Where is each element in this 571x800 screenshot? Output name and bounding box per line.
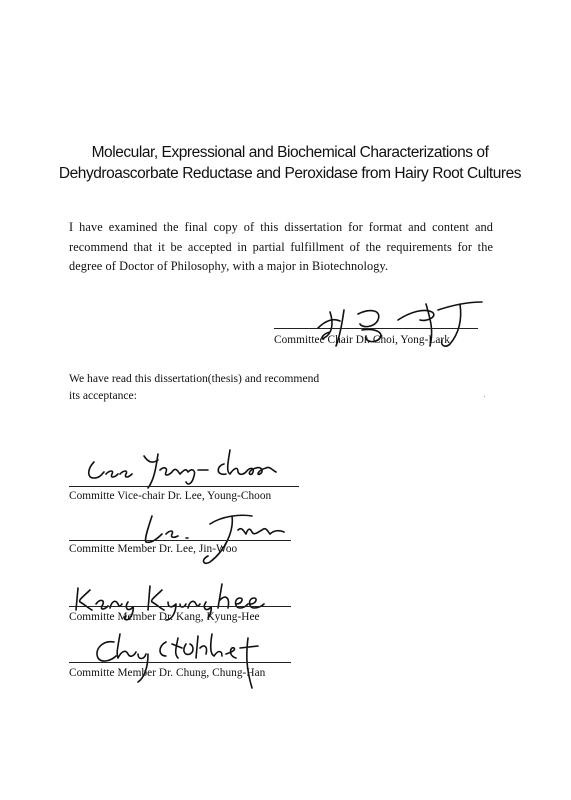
chair-label: Committee Chair Dr. Choi, Yong-Lark (274, 334, 450, 346)
vice-chair-signature (80, 446, 300, 490)
member-kang-signature-line (69, 606, 291, 607)
statement-line-2: recommend that it be accepted in partial fulfillment of the requirements for the (69, 239, 493, 254)
vice-chair-label: Committe Vice-chair Dr. Lee, Young-Choon (69, 490, 272, 502)
member-chung-signature-line (69, 662, 291, 663)
statement-line-3: degree of Doctor of Philosophy, with a major in Biotechnology. (69, 259, 389, 273)
statement-line-1: I have examined the final copy of this dissertation for format and content and (69, 220, 493, 234)
dissertation-title (40, 142, 540, 184)
chair-signature-line (274, 328, 478, 329)
read-line-1: We have read this dissertation(thesis) and recommend (69, 372, 320, 385)
vice-chair-signature-line (69, 486, 299, 487)
scan-speck (484, 396, 485, 397)
member-kang-label: Committe Member Dr. Kang, Kyung-Hee (69, 611, 260, 623)
member-lee-label: Committe Member Dr. Lee, Jin-Woo (69, 543, 238, 555)
title-line-1: Molecular, Expressional and Biochemical Characterizations of (91, 144, 489, 161)
member-chung-signature (86, 628, 286, 692)
member-chung-label: Committe Member Dr. Chung, Chung-Han (69, 667, 266, 679)
title-line-2: Dehydroascorbate Reductase and Peroxidase from Hairy Root Cultures (58, 165, 522, 182)
member-lee-signature (130, 506, 300, 568)
member-lee-signature-line (69, 540, 291, 541)
examination-statement (69, 218, 493, 277)
read-line-2: its acceptance: (69, 389, 137, 402)
read-statement (69, 370, 369, 404)
